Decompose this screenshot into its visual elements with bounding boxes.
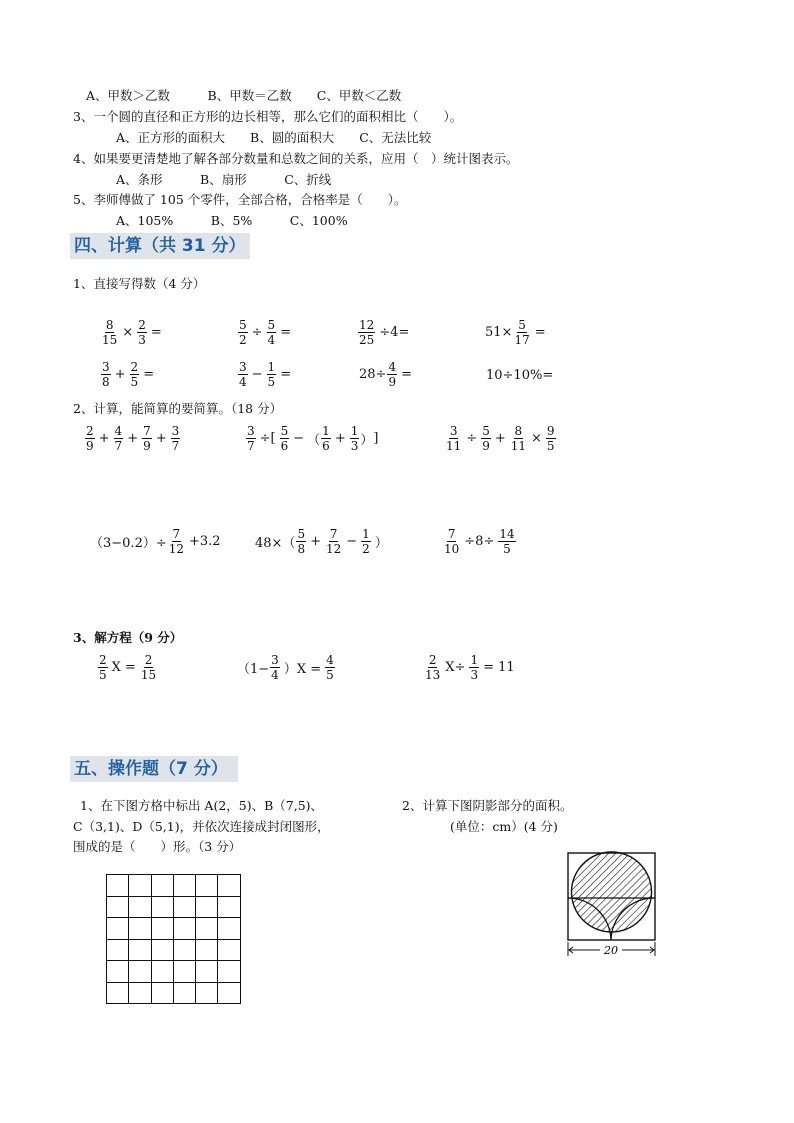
part1-title: 1、直接写得数（4 分） [73, 276, 206, 291]
shaded-area-figure [562, 850, 662, 960]
fraction: $\frac{4}{9}$ [388, 360, 397, 389]
fraction: $\frac{2}{5}$ [130, 360, 139, 389]
mental-calc-7: 28÷ $\frac{4}{9}$ = [359, 360, 412, 389]
q5-text: 5、李师傅做了 105 个零件，全部合格，合格率是（ ）。 [73, 192, 407, 207]
fraction: $\frac{3}{8}$ [102, 360, 110, 389]
equation-2: （1− $\frac{3}{4}$ ）X = $\frac{4}{5}$ [237, 653, 334, 682]
equation-3: $\frac{2}{13}$ X÷ $\frac{1}{3}$ = 11 [425, 653, 515, 682]
mental-calc-8: 10÷10%= [486, 368, 554, 383]
op-q1-line2: C（3,1)、D（5,1)，并依次连接成封闭图形， [73, 819, 330, 834]
op-q2-line1: 2、计算下图阴影部分的面积。 [402, 798, 573, 813]
dimension-label: 20 [604, 944, 618, 957]
q5-options: A、105% B、5% C、100% [116, 213, 348, 228]
fraction: $\frac{5}{17}$ [514, 318, 530, 347]
q4-text: 4、如果要更清楚地了解各部分数量和总数之间的关系，应用（ ）统计图表示。 [73, 151, 519, 166]
calc-2-3: $\frac{3}{11}$ ÷ $\frac{5}{9}$ + $\frac{8}{11}$ × $\frac{9}{5}$ [446, 424, 555, 453]
fraction: $\frac{8}{15}$ [102, 318, 118, 347]
op-q1-line3: 围成的是（ ）形。（3 分） [73, 839, 242, 854]
mental-calc-6: $\frac{3}{4}$ − $\frac{1}{5}$ = [239, 360, 292, 389]
fraction: $\frac{1}{5}$ [267, 360, 276, 389]
calc-2-4: （3−0.2）÷ $\frac{7}{12}$ +3.2 [90, 527, 221, 556]
equation-1: $\frac{2}{5}$ X = $\frac{2}{15}$ [99, 653, 157, 682]
fraction: $\frac{2}{3}$ [138, 318, 146, 347]
calc-2-1: $\frac{2}{9}$ + $\frac{4}{7}$ + $\frac{7}{9}$ + $\frac{3}{7}$ [86, 424, 180, 453]
calc-2-6: $\frac{7}{10}$ ÷8÷ $\frac{14}{5}$ [444, 527, 515, 556]
part2-title: 2、计算，能简算的要简算。（18 分） [73, 401, 283, 416]
part3-title: 3、解方程（9 分） [73, 630, 183, 645]
mental-calc-3: $\frac{12}{25}$ ÷4= [359, 318, 410, 347]
mental-calc-2: $\frac{5}{2}$ ÷ $\frac{5}{4}$ = [239, 318, 292, 347]
fraction: $\frac{5}{4}$ [267, 318, 276, 347]
calc-2-5: 48×（ $\frac{5}{8}$ + $\frac{7}{12}$ − $\frac{1}{2}$ ） [255, 527, 388, 556]
q4-options: A、条形 B、扇形 C、折线 [116, 172, 332, 187]
q2-options: A、甲数＞乙数 B、甲数＝乙数 C、甲数＜乙数 [86, 88, 402, 103]
fraction: $\frac{5}{2}$ [239, 318, 247, 347]
mental-calc-5: $\frac{3}{8}$ + $\frac{2}{5}$ = [102, 360, 155, 389]
q3-options: A、正方形的面积大 B、圆的面积大 C、无法比较 [116, 130, 432, 145]
fraction: $\frac{3}{4}$ [239, 360, 247, 389]
fraction: $\frac{12}{25}$ [359, 318, 375, 347]
coordinate-grid[interactable] [106, 874, 241, 1004]
op-q2-line2: (单位：cm）(4 分) [450, 819, 558, 834]
section4-heading: 四、计算（共 31 分） [70, 233, 250, 259]
calc-2-2: $\frac{3}{7}$ ÷[ $\frac{5}{6}$ − （ $\frac{1}{6}$ + $\frac{1}{3}$ ） ] [247, 424, 379, 453]
mental-calc-1: $\frac{8}{15}$ × $\frac{2}{3}$ = [102, 318, 162, 347]
op-q1-line1: 1、在下图方格中标出 A(2，5)、B（7,5)、 [80, 798, 324, 813]
q3-text: 3、一个圆的直径和正方形的边长相等，那么它们的面积相比（ ）。 [73, 109, 463, 124]
mental-calc-4: 51× $\frac{5}{17}$ = [485, 318, 546, 347]
section5-heading: 五、操作题（7 分） [70, 756, 238, 782]
